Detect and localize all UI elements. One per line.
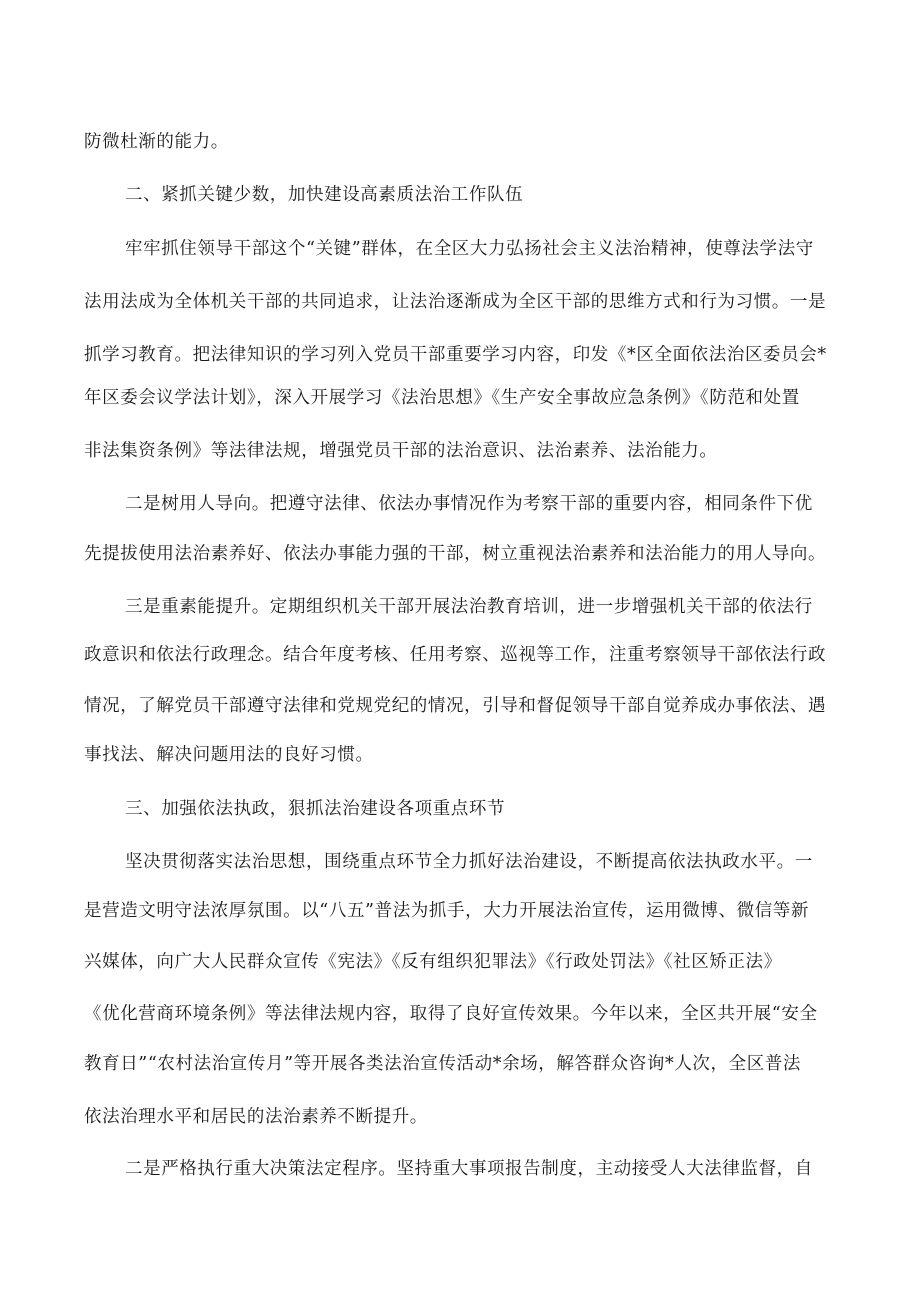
text-line: 先提拔使用法治素养好、依法办事能力强的干部，树立重视法治素养和法治能力的用人导向。 [84, 544, 827, 564]
text-line: 教育日”“农村法治宣传月”等开展各类法治宣传活动*余场，解答群众咨询*人次，全区普法 [84, 1054, 802, 1074]
section-heading: 三、加强依法执政，狠抓法治建设各项重点环节 [125, 799, 506, 819]
text-line: 政意识和依法行政理念。结合年度考核、任用考察、巡视等工作，注重考察领导干部依法行政 [84, 645, 827, 665]
text-line: 抓学习教育。把法律知识的学习列入党员干部重要学习内容，印发《*区全面依法治区委员会* [84, 345, 827, 365]
text-line: 事找法、解决问题用法的良好习惯。 [84, 745, 374, 765]
text-line: 防微杜渐的能力。 [84, 132, 229, 152]
text-line: 法用法成为全体机关干部的共同追求，让法治逐渐成为全区干部的思维方式和行为习惯。一是 [84, 292, 827, 312]
text-line: 坚决贯彻落实法治思想，围绕重点环节全力抓好法治建设，不断提高依法执政水平。一 [125, 852, 813, 872]
text-line: 年区委会议学法计划》，深入开展学习《法治思想》《生产安全事故应急条例》《防范和处置 [84, 388, 800, 408]
text-line: 是营造文明守法浓厚氛围。以“八五”普法为抓手，大力开展法治宣传，运用微博、微信等新 [84, 901, 809, 921]
text-line: 情况，了解党员干部遵守法律和党规党纪的情况，引导和督促领导干部自觉养成办事依法、遇 [84, 696, 827, 716]
text-line: 二是严格执行重大决策法定程序。坚持重大事项报告制度，主动接受人大法律监督，自 [125, 1159, 813, 1179]
text-line: 牢牢抓住领导干部这个“关键”群体，在全区大力弘扬社会主义法治精神，使尊法学法守 [125, 239, 814, 259]
section-heading: 二、紧抓关键少数，加快建设高素质法治工作队伍 [125, 185, 524, 205]
text-line: 兴媒体，向广大人民群众宣传《宪法》《反有组织犯罪法》《行政处罚法》《社区矫正法》 [84, 952, 782, 972]
text-line: 二是树用人导向。把遵守法律、依法办事情况作为考察干部的重要内容，相同条件下优 [125, 494, 813, 514]
text-line: 三是重素能提升。定期组织机关干部开展法治教育培训，进一步增强机关干部的依法行 [125, 597, 813, 617]
text-line: 非法集资条例》等法律法规，增强党员干部的法治意识、法治素养、法治能力。 [84, 441, 718, 461]
text-line: 《优化营商环境条例》等法律法规内容，取得了良好宣传效果。今年以来，全区共开展“安全 [84, 1004, 818, 1024]
text-line: 依法治理水平和居民的法治素养不断提升。 [84, 1107, 428, 1127]
